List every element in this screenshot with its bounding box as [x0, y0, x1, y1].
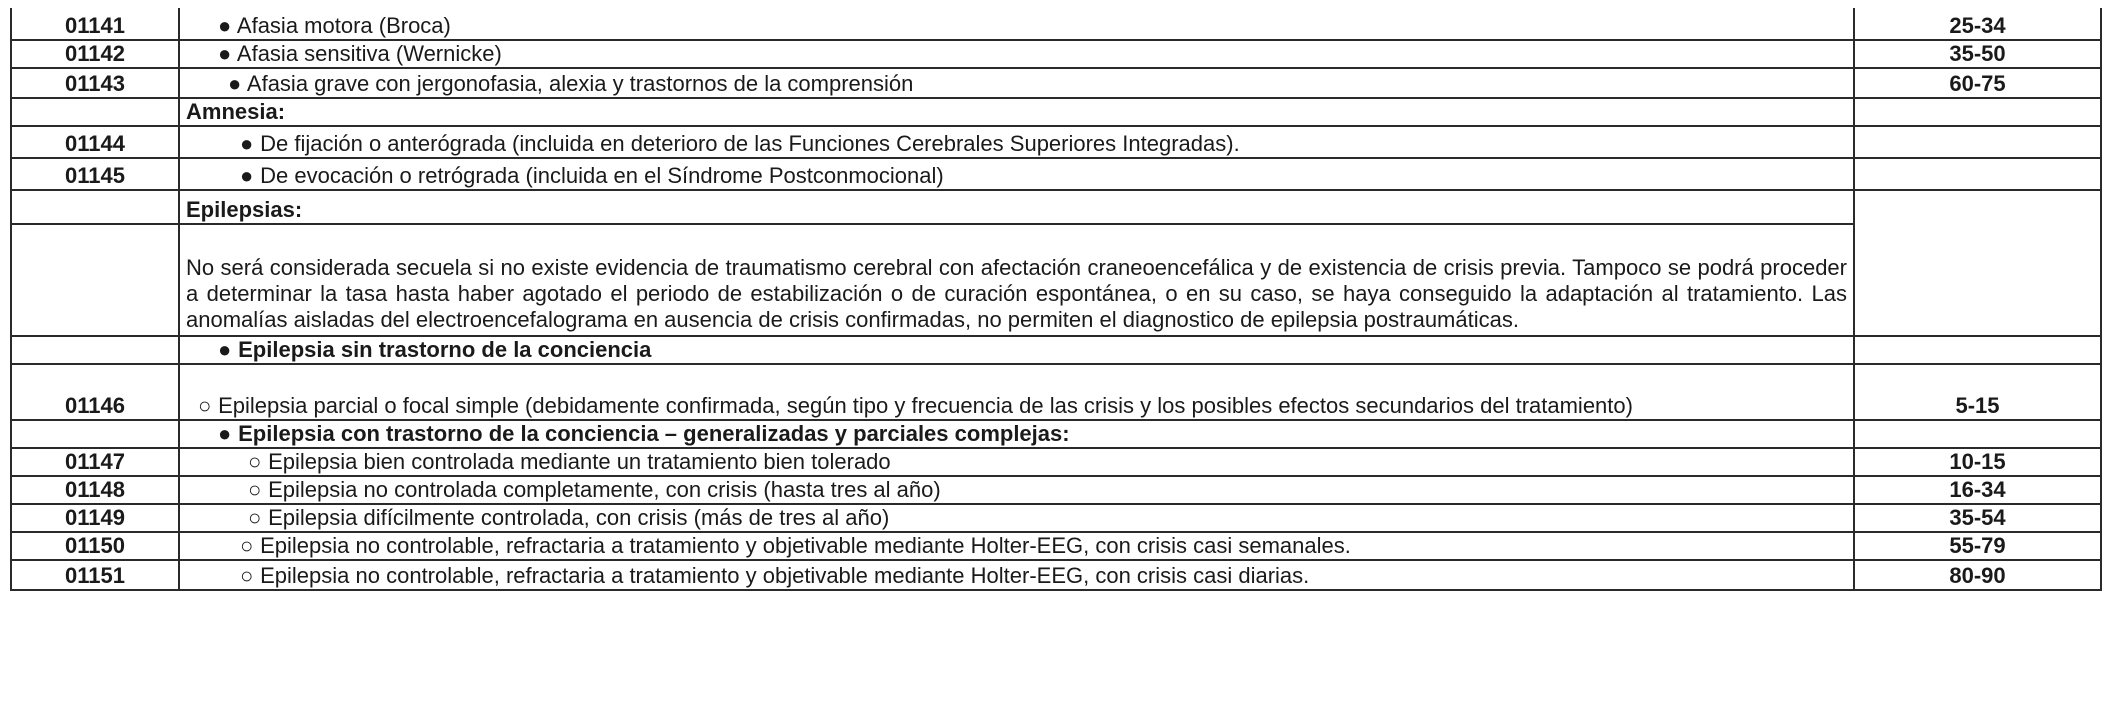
- section-heading: Epilepsias:: [179, 190, 1854, 224]
- row-description: ● Afasia motora (Broca): [179, 8, 1854, 40]
- row-code: 01144: [11, 126, 179, 158]
- filled-bullet-icon: ●: [218, 13, 232, 38]
- subsection-heading: ● Epilepsia con trastorno de la conciencia – generalizadas y parciales complejas:: [179, 420, 1854, 448]
- row-value: 60-75: [1854, 68, 2101, 98]
- table-row: [11, 68, 2101, 98]
- subsection-heading: ● Epilepsia sin trastorno de la conciencia: [179, 336, 1854, 364]
- hollow-bullet-icon: ○: [248, 505, 262, 530]
- table-row: [11, 40, 2101, 68]
- hollow-bullet-icon: ○: [240, 563, 254, 588]
- table-row: [11, 448, 2101, 476]
- filled-bullet-icon: ●: [218, 337, 232, 362]
- subsection-row: [11, 336, 2101, 364]
- row-value: 55-79: [1854, 532, 2101, 560]
- filled-bullet-icon: ●: [228, 71, 242, 96]
- hollow-bullet-icon: ○: [240, 533, 254, 558]
- row-value: 80-90: [1854, 560, 2101, 590]
- hollow-bullet-icon: ○: [248, 449, 262, 474]
- table-row: [11, 532, 2101, 560]
- table-row: [11, 364, 2101, 420]
- sequelae-table: [10, 8, 2102, 591]
- row-description: ● De evocación o retrógrada (incluida en el Síndrome Postconmocional): [179, 158, 1854, 190]
- row-code: 01148: [11, 476, 179, 504]
- filled-bullet-icon: ●: [218, 421, 232, 446]
- subsection-row: [11, 420, 2101, 448]
- section-row: [11, 98, 2101, 126]
- row-description: ○ Epilepsia parcial o focal simple (debidamente confirmada, según tipo y frecuencia de las crisis y los posibles efectos secundarios del tratamiento): [179, 364, 1854, 420]
- row-code: 01142: [11, 40, 179, 68]
- table-row: [11, 504, 2101, 532]
- row-code: 01150: [11, 532, 179, 560]
- filled-bullet-icon: ●: [218, 41, 232, 66]
- row-value: [1854, 158, 2101, 190]
- row-description: ○ Epilepsia bien controlada mediante un tratamiento bien tolerado: [179, 448, 1854, 476]
- table-row: [11, 158, 2101, 190]
- row-value: 25-34: [1854, 8, 2101, 40]
- table-row: [11, 560, 2101, 590]
- note-paragraph: No será considerada secuela si no existe evidencia de traumatismo cerebral con afectación craneoencefálica y de existencia de crisis previa. Tampoco se podrá proceder a determinar la tasa hasta haber agotado el periodo de estabilización o de curación espontánea, o en su caso, se haya conseguido la adaptación al tratamiento. Las anomalías aisladas del electroencefalograma en ausencia de crisis confirmadas, no permiten el diagnostico de epilepsia postraumáticas.: [179, 224, 1854, 336]
- table-row: [11, 8, 2101, 40]
- row-description: ● De fijación o anterógrada (incluida en deterioro de las Funciones Cerebrales Superiores Integradas).: [179, 126, 1854, 158]
- section-row: [11, 190, 2101, 224]
- row-description: ○ Epilepsia difícilmente controlada, con crisis (más de tres al año): [179, 504, 1854, 532]
- row-description: ○ Epilepsia no controlada completamente, con crisis (hasta tres al año): [179, 476, 1854, 504]
- paragraph-row: [11, 224, 2101, 336]
- filled-bullet-icon: ●: [240, 131, 254, 156]
- row-code: 01146: [11, 364, 179, 420]
- hollow-bullet-icon: ○: [248, 477, 262, 502]
- hollow-bullet-icon: ○: [198, 393, 212, 418]
- row-code: 01143: [11, 68, 179, 98]
- table-row: [11, 476, 2101, 504]
- row-value: 35-54: [1854, 504, 2101, 532]
- row-code: 01149: [11, 504, 179, 532]
- row-description: ○ Epilepsia no controlable, refractaria a tratamiento y objetivable mediante Holter-EEG, con crisis casi diarias.: [179, 560, 1854, 590]
- row-value: 35-50: [1854, 40, 2101, 68]
- row-description: ● Afasia sensitiva (Wernicke): [179, 40, 1854, 68]
- table-row: [11, 126, 2101, 158]
- row-description: ● Afasia grave con jergonofasia, alexia y trastornos de la comprensión: [179, 68, 1854, 98]
- row-description: ○ Epilepsia no controlable, refractaria a tratamiento y objetivable mediante Holter-EEG, con crisis casi semanales.: [179, 532, 1854, 560]
- row-code: 01147: [11, 448, 179, 476]
- row-code: 01151: [11, 560, 179, 590]
- row-value: [1854, 126, 2101, 158]
- row-value: 10-15: [1854, 448, 2101, 476]
- section-heading: Amnesia:: [179, 98, 1854, 126]
- row-code: 01145: [11, 158, 179, 190]
- filled-bullet-icon: ●: [240, 163, 254, 188]
- row-value: 5-15: [1854, 364, 2101, 420]
- row-code: 01141: [11, 8, 179, 40]
- row-value: 16-34: [1854, 476, 2101, 504]
